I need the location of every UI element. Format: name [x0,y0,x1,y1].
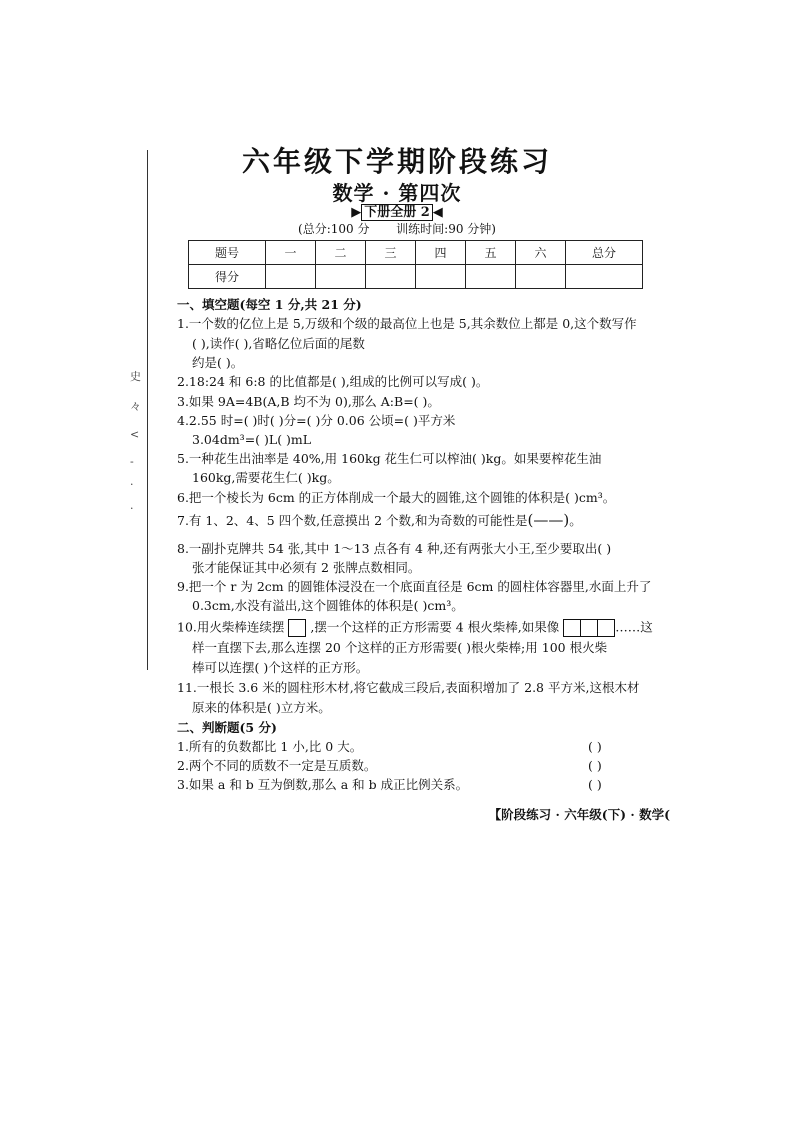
question-line: 1.一个数的亿位上是 5,万级和个级的最高位上也是 5,其余数位上都是 0,这个数写作 [177,316,637,331]
score-cell: 总分 [566,241,643,265]
judge-answer-blank[interactable]: ( ) [588,739,602,754]
left-triangle-icon: ◀ [432,205,443,220]
question-line: 6.把一个棱长为 6cm 的正方体削成一个最大的圆锥,这个圆锥的体积是( )cm³。 [177,490,616,505]
score-table-header-row [189,241,643,265]
score-cell: 题号 [189,241,266,265]
score-table-score-row [189,265,643,289]
question-line: 原来的体积是( )立方米。 [192,700,331,715]
scope-label: 下册全册 2 [361,204,433,221]
score-cell: 五 [466,241,516,265]
judge-item: 2.两个不同的质数不一定是互质数。 [177,758,377,773]
score-entry[interactable] [566,265,643,289]
question-text: ……这 [615,619,653,635]
question-text: 7.有 1、2、4、5 四个数,任意摸出 2 个数,和为奇数的可能性是 [177,513,528,528]
judge-answer-blank[interactable]: ( ) [588,777,602,792]
question-line-10 [177,619,653,637]
exam-scope [0,201,794,220]
margin-mark: · [130,478,134,491]
margin-mark: · [130,502,134,515]
question-line: 11.一根长 3.6 米的圆柱形木材,将它截成三段后,表面积增加了 2.8 平方米,这根木材 [177,680,640,695]
question-line: 160kg,需要花生仁( )kg。 [192,470,340,485]
score-table [188,240,643,289]
exam-meta [0,220,794,237]
question-line: 张才能保证其中必须有 2 张牌点数相同。 [192,560,421,575]
question-line: 3.如果 9A=4B(A,B 均不为 0),那么 A:B=( )。 [177,394,440,409]
score-cell: 得分 [189,265,266,289]
right-triangle-icon: ▶ [351,205,362,220]
score-cell: 一 [266,241,316,265]
question-line-7 [177,512,582,529]
margin-mark: < [130,428,140,441]
score-cell: 六 [516,241,566,265]
matchstick-squares-row-figure [563,619,615,637]
question-line: 棒可以连摆( )个这样的正方形。 [192,660,369,675]
question-line: 9.把一个 r 为 2cm 的圆锥体浸没在一个底面直径是 6cm 的圆柱体容器里,水面上升了 [177,579,652,594]
judge-item: 3.如果 a 和 b 互为倒数,那么 a 和 b 成正比例关系。 [177,777,469,792]
question-line: ( ),读作( ),省略亿位后面的尾数 [192,336,365,351]
question-line: 约是( )。 [192,355,244,370]
score-cell: 三 [366,241,416,265]
score-entry[interactable] [366,265,416,289]
section1-heading: 一、填空题(每空 1 分,共 21 分) [177,297,362,312]
margin-mark: - [130,455,134,468]
question-text: 10.用火柴棒连续摆 [177,619,285,635]
question-line: 0.3cm,水没有溢出,这个圆锥体的体积是( )cm³。 [192,598,464,613]
exam-subtitle: 数学 · 第四次 [332,181,462,205]
question-line: 2.18:24 和 6:8 的比值都是( ),组成的比例可以写成( )。 [177,374,489,389]
question-line: 4.2.55 时=( )时( )分=( )分 0.06 公顷=( )平方米 [177,413,456,428]
question-line: 3.04dm³=( )L( )mL [192,432,312,447]
period: 。 [569,513,582,528]
page-footer: 【阶段练习 · 六年级(下) · 数学( [488,807,670,822]
score-entry[interactable] [416,265,466,289]
margin-mark: 史 [130,370,141,383]
score-entry[interactable] [466,265,516,289]
exam-title: 六年级下学期阶段练习 [241,145,552,178]
question-line: 样一直摆下去,那么连摆 20 个这样的正方形需要( )根火柴棒;用 100 根火柴 [192,640,608,655]
score-cell: 二 [316,241,366,265]
total-score: (总分:100 分 [298,222,370,236]
time-limit: 训练时间:90 分钟) [396,222,496,236]
question-line: 8.一副扑克牌共 54 张,其中 1～13 点各有 4 种,还有两张大小王,至少要取出( ) [177,541,612,556]
judge-answer-blank[interactable]: ( ) [588,758,602,773]
matchstick-square-figure [288,619,306,637]
fraction-blank[interactable]: (——) [527,511,570,529]
score-entry[interactable] [316,265,366,289]
margin-mark: 々 [130,400,141,413]
section2-heading: 二、判断题(5 分) [177,720,277,735]
question-text: ,摆一个这样的正方形需要 4 根火柴棒,如果像 [310,619,560,635]
score-cell: 四 [416,241,466,265]
score-entry[interactable] [266,265,316,289]
judge-item: 1.所有的负数都比 1 小,比 0 大。 [177,739,363,754]
question-line: 5.一种花生出油率是 40%,用 160kg 花生仁可以榨油( )kg。如果要榨花生油 [177,451,602,466]
score-entry[interactable] [516,265,566,289]
